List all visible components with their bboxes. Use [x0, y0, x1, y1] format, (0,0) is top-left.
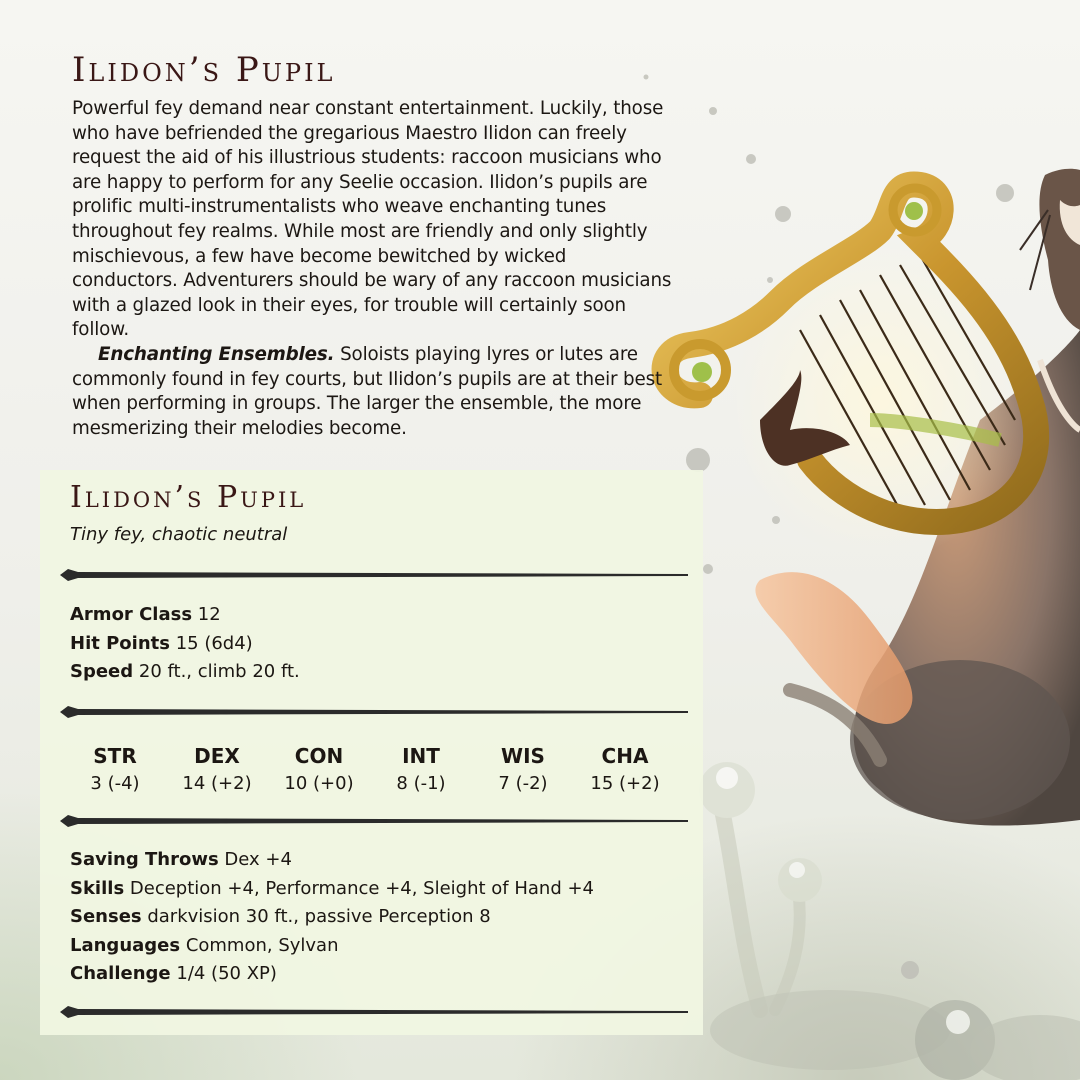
speed: Speed 20 ft., climb 20 ft. — [70, 661, 300, 682]
saving-throws: Saving Throws Dex +4 — [70, 849, 292, 870]
ability-str: STR 3 (-4) — [90, 744, 140, 794]
senses: Senses darkvision 30 ft., passive Perception 8 — [70, 906, 491, 927]
raccoon-body — [755, 169, 1080, 826]
defense-properties — [70, 601, 300, 687]
section-divider — [60, 705, 688, 719]
skills: Skills Deception +4, Performance +4, Sleight of Hand +4 — [70, 877, 595, 899]
statblock-name: Ilidon’s Pupil — [70, 480, 307, 515]
ability-wis: WIS 7 (-2) — [498, 744, 548, 794]
lyre-icon — [665, 184, 1037, 560]
intro-paragraph-ensembles — [72, 343, 672, 441]
ability-int: INT 8 (-1) — [396, 744, 446, 794]
intro-text — [72, 97, 672, 441]
ability-cha: CHA 15 (+2) — [590, 744, 660, 794]
ensembles-text: Soloists playing lyres or lutes are commonly found in fey courts, but Ilidon’s pupils are at their best when performing in groups. The larger the ensemble, the more mesmerizing their melodies become. — [72, 343, 662, 439]
ability-scores — [64, 742, 676, 798]
page-title: Ilidon’s Pupil — [72, 50, 336, 90]
mushroom-stalks — [699, 762, 1080, 1080]
statblock-type: Tiny fey, chaotic neutral — [70, 524, 288, 545]
section-divider — [60, 1005, 688, 1019]
languages: Languages Common, Sylvan — [70, 934, 339, 956]
stat-block — [40, 470, 703, 1035]
challenge: Challenge 1/4 (50 XP) — [70, 963, 277, 984]
ability-con: CON 10 (+0) — [284, 744, 354, 794]
section-divider — [60, 568, 688, 582]
ability-dex: DEX 14 (+2) — [182, 744, 252, 794]
ensembles-heading: Enchanting Ensembles. — [98, 343, 335, 365]
section-divider — [60, 814, 688, 828]
other-properties — [70, 846, 594, 989]
intro-paragraph: Powerful fey demand near constant entertainment. Luckily, those who have befriended the gregarious Maestro Ilidon can freely request the aid of his illustrious students: raccoon musicians who are happy to perform for any Seelie occasion. Ilidon’s pupils are prolific multi-instrumentalists who weave enchanting tunes throughout fey realms. While most are friendly and only slightly mischievous, a few have become bewitched by wicked conductors. Adventurers should be wary of any raccoon musicians with a glazed look in their eyes, for trouble will certainly soon follow. — [72, 98, 672, 341]
armor-class: Armor Class 12 — [70, 604, 221, 625]
hit-points: Hit Points 15 (6d4) — [70, 632, 253, 654]
